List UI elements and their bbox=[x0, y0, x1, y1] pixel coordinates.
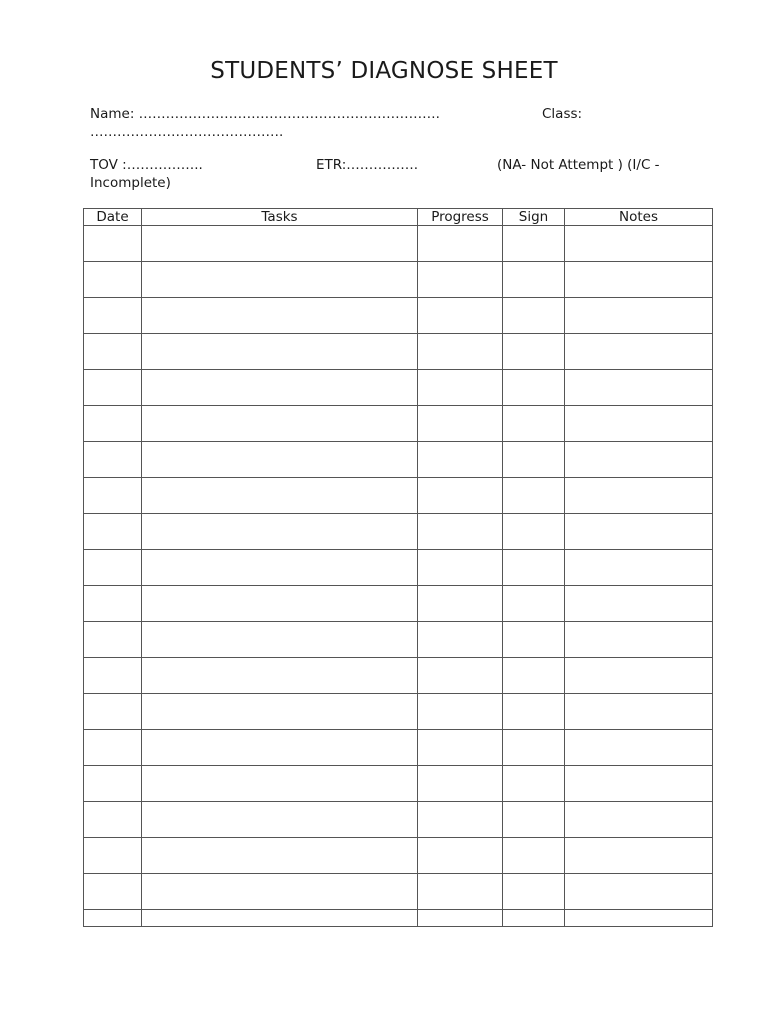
table-cell-sign[interactable] bbox=[503, 226, 565, 262]
table-row bbox=[84, 910, 713, 927]
table-cell-sign[interactable] bbox=[503, 406, 565, 442]
table-cell-sign[interactable] bbox=[503, 838, 565, 874]
diagnose-table bbox=[83, 208, 713, 927]
table-cell-tasks[interactable] bbox=[142, 766, 418, 802]
table-cell-date[interactable] bbox=[84, 910, 142, 927]
table-cell-date[interactable] bbox=[84, 694, 142, 730]
table-cell-sign[interactable] bbox=[503, 370, 565, 406]
table-cell-tasks[interactable] bbox=[142, 586, 418, 622]
table-cell-date[interactable] bbox=[84, 838, 142, 874]
table-cell-tasks[interactable] bbox=[142, 262, 418, 298]
table-cell-tasks[interactable] bbox=[142, 226, 418, 262]
table-cell-tasks[interactable] bbox=[142, 802, 418, 838]
table-row bbox=[84, 586, 713, 622]
table-cell-notes[interactable] bbox=[565, 874, 713, 910]
table-cell-sign[interactable] bbox=[503, 586, 565, 622]
table-row bbox=[84, 550, 713, 586]
table-cell-notes[interactable] bbox=[565, 622, 713, 658]
table-cell-tasks[interactable] bbox=[142, 622, 418, 658]
column-header-sign: Sign bbox=[503, 209, 565, 226]
table-cell-progress[interactable] bbox=[418, 622, 503, 658]
column-header-progress: Progress bbox=[418, 209, 503, 226]
table-cell-progress[interactable] bbox=[418, 694, 503, 730]
table-cell-notes[interactable] bbox=[565, 838, 713, 874]
status-legend: (NA- Not Attempt ) (I/C - bbox=[497, 157, 660, 173]
table-cell-progress[interactable] bbox=[418, 334, 503, 370]
table-cell-tasks[interactable] bbox=[142, 406, 418, 442]
table-cell-notes[interactable] bbox=[565, 802, 713, 838]
table-cell-notes[interactable] bbox=[565, 730, 713, 766]
page-title: STUDENTS’ DIAGNOSE SHEET bbox=[210, 58, 558, 84]
table-cell-date[interactable] bbox=[84, 442, 142, 478]
table-row bbox=[84, 730, 713, 766]
table-cell-progress[interactable] bbox=[418, 514, 503, 550]
table-cell-notes[interactable] bbox=[565, 910, 713, 927]
table-cell-progress[interactable] bbox=[418, 838, 503, 874]
table-cell-progress[interactable] bbox=[418, 874, 503, 910]
table-cell-tasks[interactable] bbox=[142, 550, 418, 586]
table-cell-date[interactable] bbox=[84, 586, 142, 622]
table-cell-tasks[interactable] bbox=[142, 514, 418, 550]
table-cell-notes[interactable] bbox=[565, 766, 713, 802]
table-cell-sign[interactable] bbox=[503, 622, 565, 658]
table-body bbox=[84, 226, 713, 927]
table-cell-date[interactable] bbox=[84, 514, 142, 550]
table-cell-sign[interactable] bbox=[503, 298, 565, 334]
table-cell-date[interactable] bbox=[84, 874, 142, 910]
table-cell-tasks[interactable] bbox=[142, 910, 418, 927]
table-cell-sign[interactable] bbox=[503, 658, 565, 694]
table-cell-tasks[interactable] bbox=[142, 838, 418, 874]
table-cell-notes[interactable] bbox=[565, 586, 713, 622]
etr-field-label[interactable]: ETR:……………. bbox=[316, 157, 419, 173]
table-cell-tasks[interactable] bbox=[142, 874, 418, 910]
table-cell-sign[interactable] bbox=[503, 334, 565, 370]
table-row bbox=[84, 478, 713, 514]
table-cell-progress[interactable] bbox=[418, 442, 503, 478]
table-row bbox=[84, 262, 713, 298]
column-header-date: Date bbox=[84, 209, 142, 226]
table-cell-date[interactable] bbox=[84, 334, 142, 370]
table-cell-tasks[interactable] bbox=[142, 334, 418, 370]
column-header-tasks: Tasks bbox=[142, 209, 418, 226]
name-field-label[interactable]: Name: …………………………………………………………. bbox=[90, 106, 440, 122]
table-cell-notes[interactable] bbox=[565, 514, 713, 550]
table-cell-notes[interactable] bbox=[565, 658, 713, 694]
table-cell-progress[interactable] bbox=[418, 586, 503, 622]
class-field-blank[interactable]: ……………………………………. bbox=[90, 124, 284, 140]
table-cell-sign[interactable] bbox=[503, 514, 565, 550]
table-cell-progress[interactable] bbox=[418, 802, 503, 838]
table-cell-date[interactable] bbox=[84, 730, 142, 766]
table-cell-notes[interactable] bbox=[565, 334, 713, 370]
table-cell-progress[interactable] bbox=[418, 478, 503, 514]
table-cell-progress[interactable] bbox=[418, 658, 503, 694]
table-cell-progress[interactable] bbox=[418, 226, 503, 262]
table-cell-notes[interactable] bbox=[565, 406, 713, 442]
table-cell-date[interactable] bbox=[84, 406, 142, 442]
table-header-row bbox=[84, 209, 713, 226]
table-cell-progress[interactable] bbox=[418, 730, 503, 766]
table-cell-progress[interactable] bbox=[418, 550, 503, 586]
table-cell-date[interactable] bbox=[84, 766, 142, 802]
table-cell-progress[interactable] bbox=[418, 766, 503, 802]
table-cell-progress[interactable] bbox=[418, 370, 503, 406]
table-cell-date[interactable] bbox=[84, 658, 142, 694]
table-cell-date[interactable] bbox=[84, 550, 142, 586]
table-row bbox=[84, 370, 713, 406]
table-cell-progress[interactable] bbox=[418, 406, 503, 442]
table-cell-sign[interactable] bbox=[503, 478, 565, 514]
table-cell-progress[interactable] bbox=[418, 298, 503, 334]
table-cell-tasks[interactable] bbox=[142, 478, 418, 514]
table-cell-date[interactable] bbox=[84, 802, 142, 838]
table-cell-progress[interactable] bbox=[418, 910, 503, 927]
tov-field-label[interactable]: TOV :…………….. bbox=[90, 157, 203, 173]
table-cell-notes[interactable] bbox=[565, 550, 713, 586]
table-cell-tasks[interactable] bbox=[142, 694, 418, 730]
table-row bbox=[84, 622, 713, 658]
table-row bbox=[84, 406, 713, 442]
table-row bbox=[84, 442, 713, 478]
table-cell-progress[interactable] bbox=[418, 262, 503, 298]
table-cell-tasks[interactable] bbox=[142, 442, 418, 478]
table-row bbox=[84, 874, 713, 910]
table-cell-notes[interactable] bbox=[565, 226, 713, 262]
table-cell-date[interactable] bbox=[84, 262, 142, 298]
table-cell-sign[interactable] bbox=[503, 550, 565, 586]
table-cell-sign[interactable] bbox=[503, 766, 565, 802]
table-row bbox=[84, 658, 713, 694]
table-cell-notes[interactable] bbox=[565, 262, 713, 298]
table-cell-tasks[interactable] bbox=[142, 730, 418, 766]
table-cell-notes[interactable] bbox=[565, 298, 713, 334]
table-cell-sign[interactable] bbox=[503, 694, 565, 730]
table-cell-notes[interactable] bbox=[565, 442, 713, 478]
table-cell-tasks[interactable] bbox=[142, 658, 418, 694]
table-cell-sign[interactable] bbox=[503, 730, 565, 766]
table-cell-sign[interactable] bbox=[503, 262, 565, 298]
table-row bbox=[84, 694, 713, 730]
table-cell-notes[interactable] bbox=[565, 694, 713, 730]
column-header-notes: Notes bbox=[565, 209, 713, 226]
table-row bbox=[84, 334, 713, 370]
table-cell-sign[interactable] bbox=[503, 802, 565, 838]
table-cell-notes[interactable] bbox=[565, 370, 713, 406]
table-cell-sign[interactable] bbox=[503, 910, 565, 927]
table-cell-tasks[interactable] bbox=[142, 298, 418, 334]
table-cell-notes[interactable] bbox=[565, 478, 713, 514]
table-cell-date[interactable] bbox=[84, 478, 142, 514]
table-cell-date[interactable] bbox=[84, 370, 142, 406]
table-cell-sign[interactable] bbox=[503, 874, 565, 910]
table-row bbox=[84, 766, 713, 802]
table-cell-tasks[interactable] bbox=[142, 370, 418, 406]
table-cell-sign[interactable] bbox=[503, 442, 565, 478]
table-row bbox=[84, 838, 713, 874]
status-legend-continued: Incomplete) bbox=[90, 175, 171, 191]
table-row bbox=[84, 514, 713, 550]
table-row bbox=[84, 298, 713, 334]
table-row bbox=[84, 226, 713, 262]
table-cell-date[interactable] bbox=[84, 622, 142, 658]
table-cell-date[interactable] bbox=[84, 226, 142, 262]
table-row bbox=[84, 802, 713, 838]
table-cell-date[interactable] bbox=[84, 298, 142, 334]
class-field-label: Class: bbox=[542, 106, 583, 122]
